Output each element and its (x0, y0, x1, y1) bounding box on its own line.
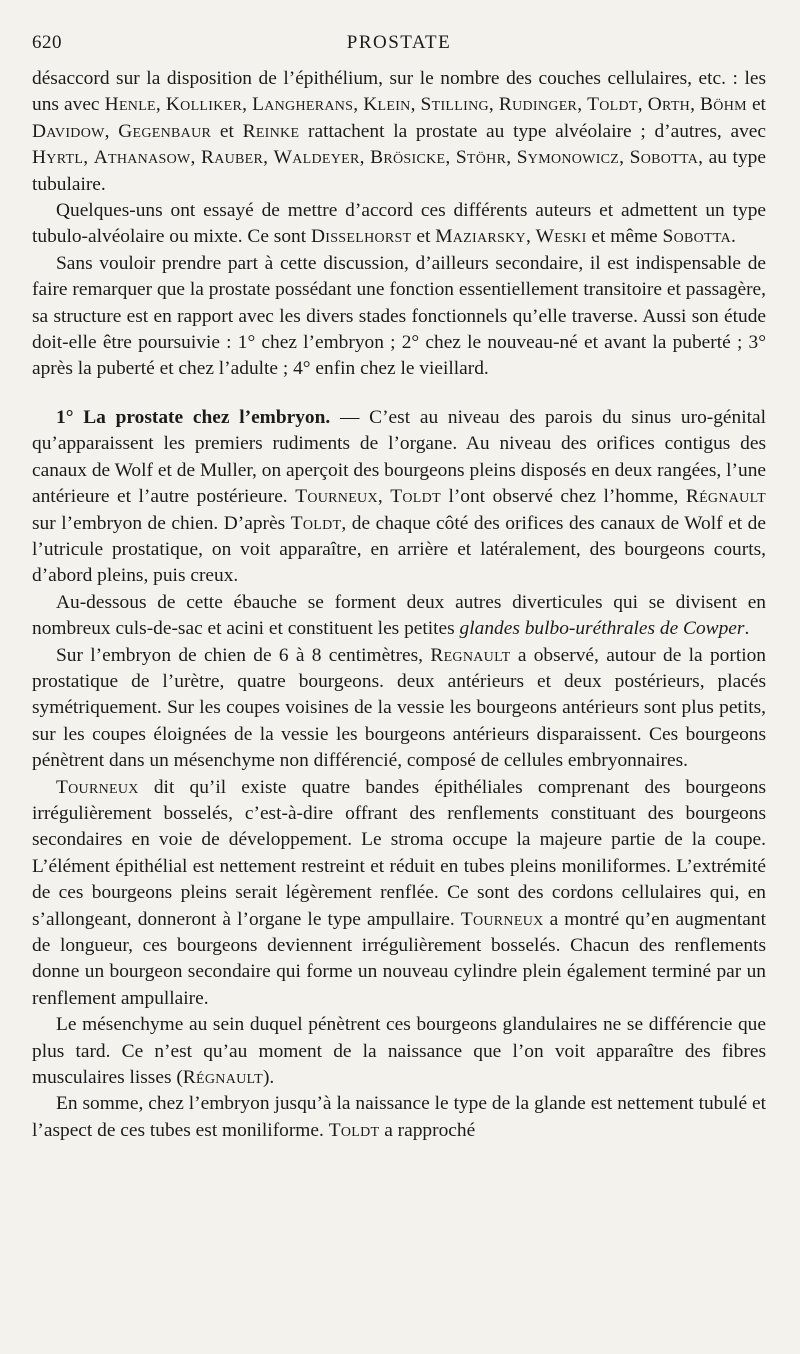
section-embryon: 1° La prostate chez l’embryon. — C’est au niveau des parois du sinus uro-génital qu’apparaissent les premiers rudiments de l’organe. Au niveau des orifices contigus des canaux de Wolf et de Muller, on aperçoit des bourgeons pleins disposés en deux rangées, l’une antérieure et l’autre postérieure. Tourneux, Toldt l’ont observé chez l’homme, Régnault sur l’embryon de chien. D’après Toldt, de chaque côté des orifices des canaux de Wolf et de l’utricule prostatique, on voit apparaître, en arrière et latéralement, des bourgeons courts, d’abord pleins, puis creux. (32, 406, 766, 587)
author-name: Régnault (182, 1067, 263, 1089)
author-name: Toldt (587, 94, 638, 116)
running-title: PROSTATE (346, 32, 452, 53)
author-name: Sobotta (629, 147, 699, 169)
author-name: Toldt (290, 512, 342, 534)
author-name: Weski (535, 226, 587, 248)
author-name: Maziarsky (435, 226, 526, 248)
author-name: Regnault (430, 644, 511, 666)
author-name: Symonowicz (516, 147, 620, 169)
page-number: 620 (32, 32, 62, 53)
running-head (32, 26, 766, 66)
author-name: Disselhorst (310, 226, 412, 248)
author-name: Rudinger (498, 94, 578, 116)
paragraph-5: Au-dessous de cette ébauche se forment deux autres diverticules qui se divisent en nombreux culs-de-sac et acini et constituent les petites glandes bulbo-uréthrales de Cowper. (32, 591, 766, 640)
author-name: Sobotta (662, 226, 732, 248)
paragraph-1: désaccord sur la disposition de l’épithélium, sur le nombre des couches cellulaires, etc. : les uns avec Henle, Kolliker, Langherans, Klein, Stilling, Rudinger, Toldt, Orth, Böhm et Davidow, Gegenbaur et Reinke rattachent la prostate au type alvéolaire ; d’autres, avec Hyrtl, Athanasow, Rauber, Waldeyer, Brösicke, Stöhr, Symonowicz, Sobotta, au type tubulaire. (32, 68, 766, 195)
paragraph-9: En somme, chez l’embryon jusqu’à la naissance le type de la glande est nettement tubulé et l’aspect de ces tubes est moniliforme. Toldt a rapproché (32, 1093, 766, 1141)
author-name: Gegenbaur (118, 120, 212, 142)
paragraph-6: Sur l’embryon de chien de 6 à 8 centimètres, Regnault a observé, autour de la portion prostatique de l’urètre, quatre bourgeons. deux antérieurs et deux postérieurs, placés symétriquement. Sur les coupes voisines de la vessie les bourgeons antérieurs sont plus petits, sur les coupes éloignées de la vessie les bourgeons antérieurs disparaissent. Ces bourgeons pénètrent dans un mésenchyme non différencié, composé de cellules embryonnaires. (32, 644, 766, 772)
paragraph-7: Tourneux dit qu’il existe quatre bandes épithéliales comprenant des bourgeons irrégulièrement bosselés, c’est-à-dire offrant des renflements constituant des bourgeons secondaires en voie de développement. Le stroma occupe la majeure partie de la coupe. L’élément épithélial est nettement restreint et réduit en tubes pleins moniliformes. L’extrémité de ces bourgeons pleins serait légèrement renflée. Ce sont des cordons cellulaires qui, en s’allongeant, donneront à l’organe le type ampullaire. Tourneux a montré qu’en augmentant de longueur, ces bourgeons deviennent irrégulièrement bosselés. Chacun des renflements donne un bourgeon secondaire qui forme un nouveau cylindre plein également terminé par un renflement ampullaire. (32, 776, 766, 1009)
author-name: Böhm (700, 94, 747, 116)
author-name: Tourneux (56, 776, 139, 798)
author-name: Tourneux (460, 908, 544, 930)
author-name: Reinke (242, 120, 300, 142)
author-name: Waldeyer (273, 147, 360, 169)
author-name: Tourneux (295, 486, 378, 508)
author-name: Davidow (32, 120, 105, 142)
author-name: Langherans (252, 94, 354, 116)
paragraph-3: Sans vouloir prendre part à cette discussion, d’ailleurs secondaire, il est indispensable de faire remarquer que la prostate possédant une fonction essentiellement transitoire et passagère, sa structure est en rapport avec les divers stades fonctionnels qu’elle traverse. Aussi son étude doit-elle être poursuivie : 1° chez l’embryon ; 2° chez le nouveau-né et avant la puberté ; 3° après la puberté et chez l’adulte ; 4° enfin chez le vieillard. (32, 252, 766, 380)
author-name: Brösicke (370, 147, 446, 169)
section-heading: 1° La prostate chez l’embryon. (56, 406, 331, 428)
author-name: Toldt (390, 486, 441, 508)
section-gap (32, 383, 766, 405)
author-name: Kolliker (165, 94, 243, 116)
author-name: Stilling (420, 94, 489, 116)
italic-term: glandes bulbo-uréthrales de Cowper (459, 618, 745, 640)
author-name: Stöhr (455, 147, 507, 169)
author-name: Henle (104, 94, 156, 116)
body-text (32, 66, 766, 1144)
author-name: Hyrtl (32, 147, 84, 169)
author-name: Rauber (200, 147, 264, 169)
author-name: Orth (647, 94, 691, 116)
author-name: Régnault (685, 486, 766, 508)
author-name: Athanasow (93, 147, 191, 169)
author-name: Toldt (328, 1119, 380, 1141)
paragraph-8: Le mésenchyme au sein duquel pénètrent ces bourgeons glandulaires ne se différencie que plus tard. Ce n’est qu’au moment de la naissance que l’on voit apparaître des fibres musculaires lisses (Régnault). (32, 1014, 766, 1089)
author-name: Klein (363, 94, 411, 116)
paragraph-2: Quelques-uns ont essayé de mettre d’accord ces différents auteurs et admettent un type tubulo-alvéolaire ou mixte. Ce sont Disselhorst et Maziarsky, Weski et même Sobotta. (32, 200, 766, 248)
